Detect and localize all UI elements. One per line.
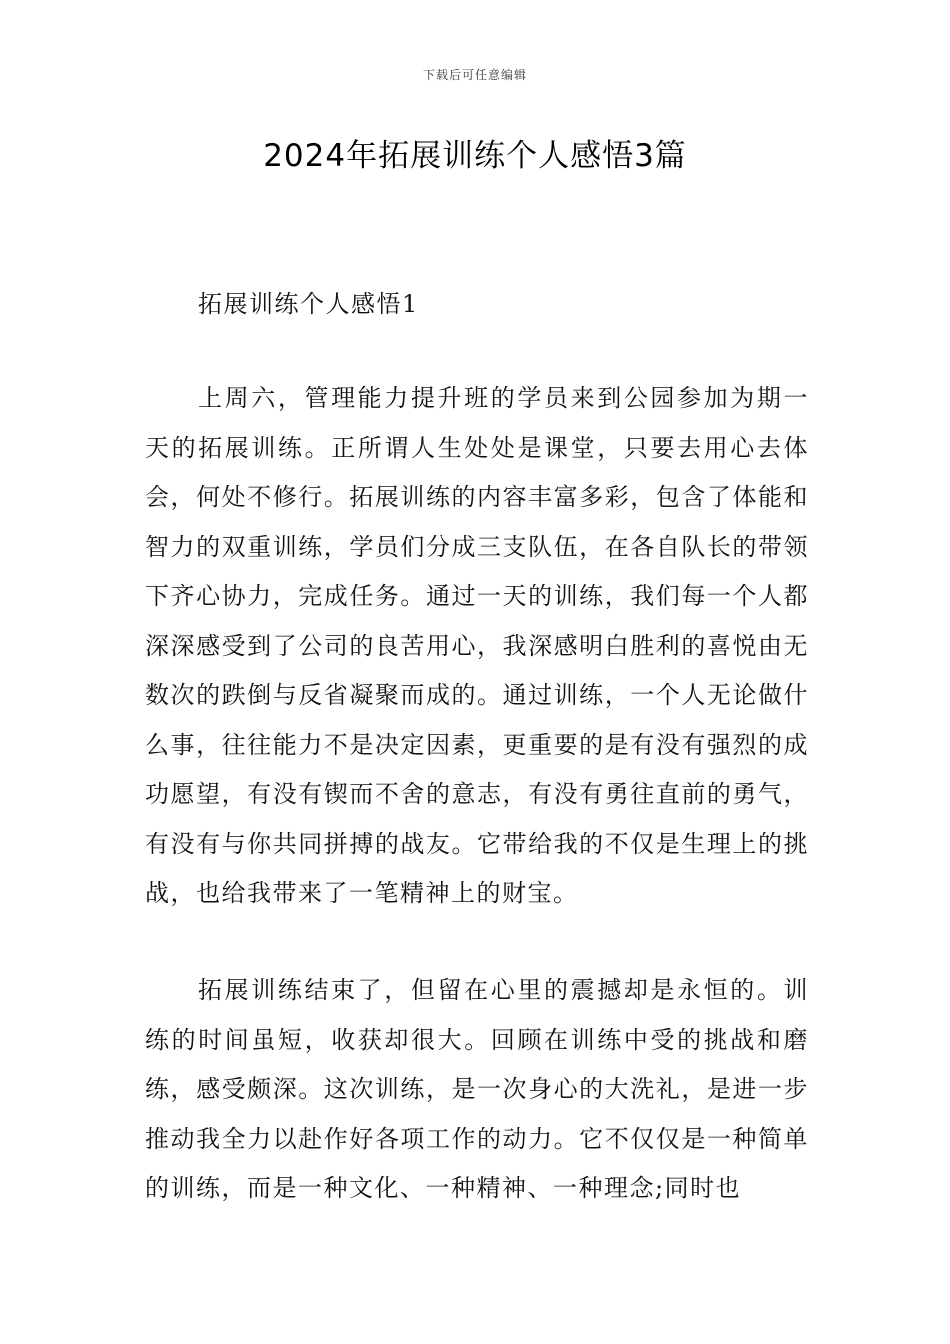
section-heading: 拓展训练个人感悟1 <box>198 290 419 318</box>
paragraph-2: 拓展训练结束了，但留在心里的震撼却是永恒的。训练的时间虽短，收获却很大。回顾在训练中受的挑战和磨练，感受颇深。这次训练，是一次身心的大洗礼，是进一步推动我全力以赴作好各项工作的动力。它不仅仅是一种简单的训练，而是一种文化、一种精神、一种理念;同时也 <box>145 976 809 1202</box>
header-note: 下载后可任意编辑 <box>422 68 527 82</box>
document-title: 2024年拓展训练个人感悟3篇 <box>263 138 687 174</box>
paragraph-1: 上周六，管理能力提升班的学员来到公园参加为期一天的拓展训练。正所谓人生处处是课堂，只要去用心去体会，何处不修行。拓展训练的内容丰富多彩，包含了体能和智力的双重训练，学员们分成三支队伍，在各自队长的带领下齐心协力，完成任务。通过一天的训练，我们每一个人都深深感受到了公司的良苦用心，我深感明白胜利的喜悦由无数次的跌倒与反省凝聚而成的。通过训练，一个人无论做什么事，往往能力不是决定因素，更重要的是有没有强烈的成功愿望，有没有锲而不舍的意志，有没有勇往直前的勇气，有没有与你共同拼搏的战友。它带给我的不仅是生理上的挑战，也给我带来了一笔精神上的财宝。 <box>145 384 809 907</box>
